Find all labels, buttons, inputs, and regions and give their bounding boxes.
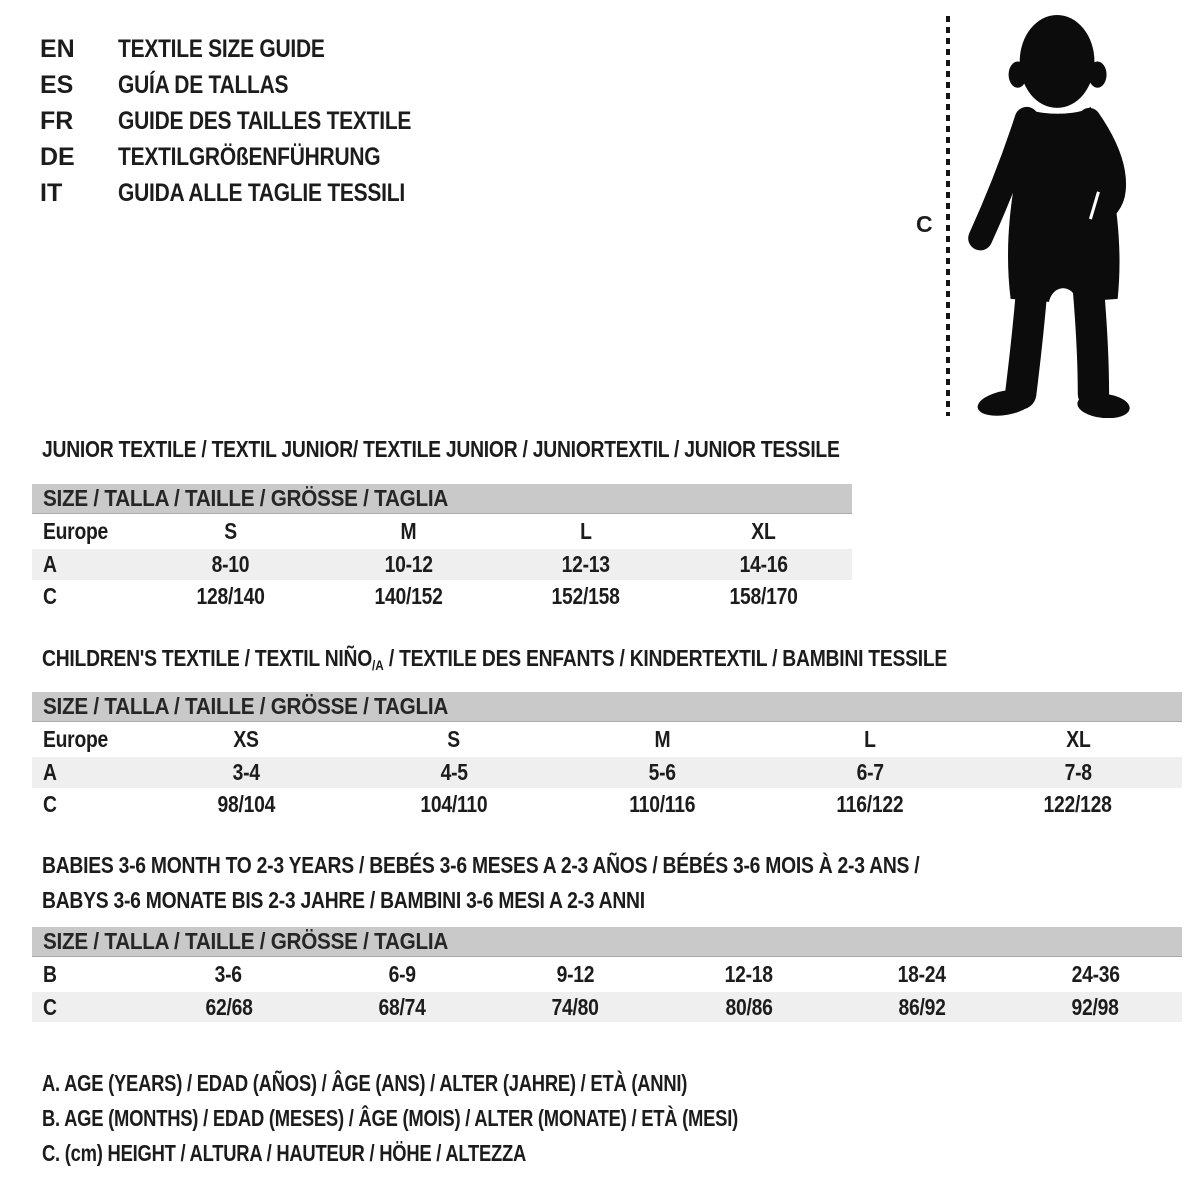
language-code: ES <box>40 70 74 99</box>
row-label: C <box>43 582 57 609</box>
footnote-a: A. AGE (YEARS) / EDAD (AÑOS) / ÂGE (ANS) / ALTER (JAHRE) / ETÀ (ANNI) <box>42 1070 688 1096</box>
size-col: M <box>654 726 670 752</box>
junior-section-title: JUNIOR TEXTILE / TEXTIL JUNIOR/ TEXTILE JUNIOR / JUNIORTEXTIL / JUNIOR TESSILE <box>42 436 840 462</box>
language-code: DE <box>40 142 75 171</box>
cell: 6-9 <box>388 961 416 987</box>
cell: 12-18 <box>724 961 773 987</box>
height-measure-label: C <box>916 211 933 237</box>
row-label: C <box>43 993 57 1020</box>
footnote-b: B. AGE (MONTHS) / EDAD (MESES) / ÂGE (MOIS) / ALTER (MONATE) / ETÀ (MESI) <box>42 1105 738 1131</box>
cell: 5-6 <box>648 759 676 785</box>
cell: 3-6 <box>215 961 243 987</box>
table-row-a <box>32 757 1182 788</box>
cell: 140/152 <box>374 582 443 609</box>
row-label: A <box>43 759 57 785</box>
size-header-bar: SIZE / TALLA / TAILLE / GRÖSSE / TAGLIA <box>32 484 852 514</box>
language-row-de <box>40 139 467 175</box>
size-col: L <box>864 726 876 752</box>
language-code: FR <box>40 106 74 135</box>
row-label: Europe <box>43 518 109 544</box>
language-row-es <box>40 67 467 103</box>
cell: 80/86 <box>725 993 773 1020</box>
size-col: XS <box>233 726 259 752</box>
size-col: XL <box>751 518 776 544</box>
language-title: GUIDE DES TAILLES TEXTILE <box>118 106 412 135</box>
language-row-it <box>40 175 467 211</box>
cell: 116/122 <box>836 790 904 817</box>
cell: 122/128 <box>1043 790 1113 817</box>
nino-a-subscript: /A <box>372 657 384 673</box>
junior-size-table <box>32 484 852 612</box>
language-title: TEXTILE SIZE GUIDE <box>118 34 325 63</box>
size-col: S <box>447 726 461 752</box>
cell: 6-7 <box>856 759 884 785</box>
table-row-c <box>32 580 852 612</box>
table-row-c <box>32 992 1182 1022</box>
row-label: B <box>43 961 57 987</box>
cell: 110/116 <box>629 790 695 817</box>
cell: 68/74 <box>378 993 426 1020</box>
cell: 92/98 <box>1071 993 1119 1020</box>
footnotes <box>42 1066 912 1171</box>
size-header-bar: SIZE / TALLA / TAILLE / GRÖSSE / TAGLIA <box>32 692 1182 722</box>
cell: 104/110 <box>420 790 488 817</box>
cell: 12-13 <box>561 551 610 577</box>
language-title-list <box>40 31 467 211</box>
language-row-fr <box>40 103 467 139</box>
cell: 152/158 <box>551 582 620 609</box>
language-row-en <box>40 31 467 67</box>
children-size-table <box>32 692 1182 820</box>
size-col: S <box>224 518 238 544</box>
cell: 128/140 <box>196 582 265 609</box>
cell: 3-4 <box>232 759 260 785</box>
cell: 10-12 <box>384 551 433 577</box>
cell: 4-5 <box>440 759 468 785</box>
height-measure-dashed-line <box>946 16 950 416</box>
cell: 74/80 <box>551 993 599 1020</box>
language-title: GUÍA DE TALLAS <box>118 70 289 99</box>
language-title: GUIDA ALLE TAGLIE TESSILI <box>118 178 405 207</box>
size-col: XL <box>1065 726 1091 752</box>
row-label: Europe <box>43 726 109 752</box>
cell: 158/170 <box>729 582 798 609</box>
cell: 24-36 <box>1071 961 1120 987</box>
size-col: L <box>579 518 592 544</box>
cell: 14-16 <box>739 551 788 577</box>
table-row-a <box>32 549 852 580</box>
row-label: A <box>43 551 57 577</box>
table-row-europe <box>32 514 852 549</box>
language-code: EN <box>40 34 75 63</box>
cell: 8-10 <box>211 551 250 577</box>
babies-section-title: BABIES 3-6 MONTH TO 2-3 YEARS / BEBÉS 3-6 MESES A 2-3 AÑOS / BÉBÉS 3-6 MOIS À 2-3 ANS / BABYS 3-6 MONATE BIS 2-3 JAHRE / BAMBINI 3-6 MESI A 2-3 ANNI <box>42 852 920 913</box>
table-row-europe <box>32 722 1182 757</box>
row-label: C <box>43 790 57 817</box>
cell: 18-24 <box>897 961 947 987</box>
baby-silhouette-icon <box>964 14 1136 418</box>
cell: 98/104 <box>217 790 275 817</box>
babies-size-table <box>32 927 1182 1022</box>
language-code: IT <box>40 178 63 207</box>
cell: 7-8 <box>1064 759 1092 785</box>
cell: 86/92 <box>898 993 946 1020</box>
footnote-c: C. (cm) HEIGHT / ALTURA / HAUTEUR / HÖHE / ALTEZZA <box>42 1140 527 1166</box>
cell: 9-12 <box>556 961 595 987</box>
cell: 62/68 <box>205 993 253 1020</box>
children-section-title: CHILDREN'S TEXTILE / TEXTIL $NIÑO_{/A}$ / TEXTILE DES ENFANTS / KINDERTEXTIL / BAMBINI TESSILE <box>42 645 948 673</box>
language-title: TEXTILGRÖßENFÜHRUNG <box>118 142 381 171</box>
table-row-b <box>32 957 1182 992</box>
table-row-c <box>32 788 1182 820</box>
size-header-bar: SIZE / TALLA / TAILLE / GRÖSSE / TAGLIA <box>32 927 1182 957</box>
size-col: M <box>400 518 417 544</box>
